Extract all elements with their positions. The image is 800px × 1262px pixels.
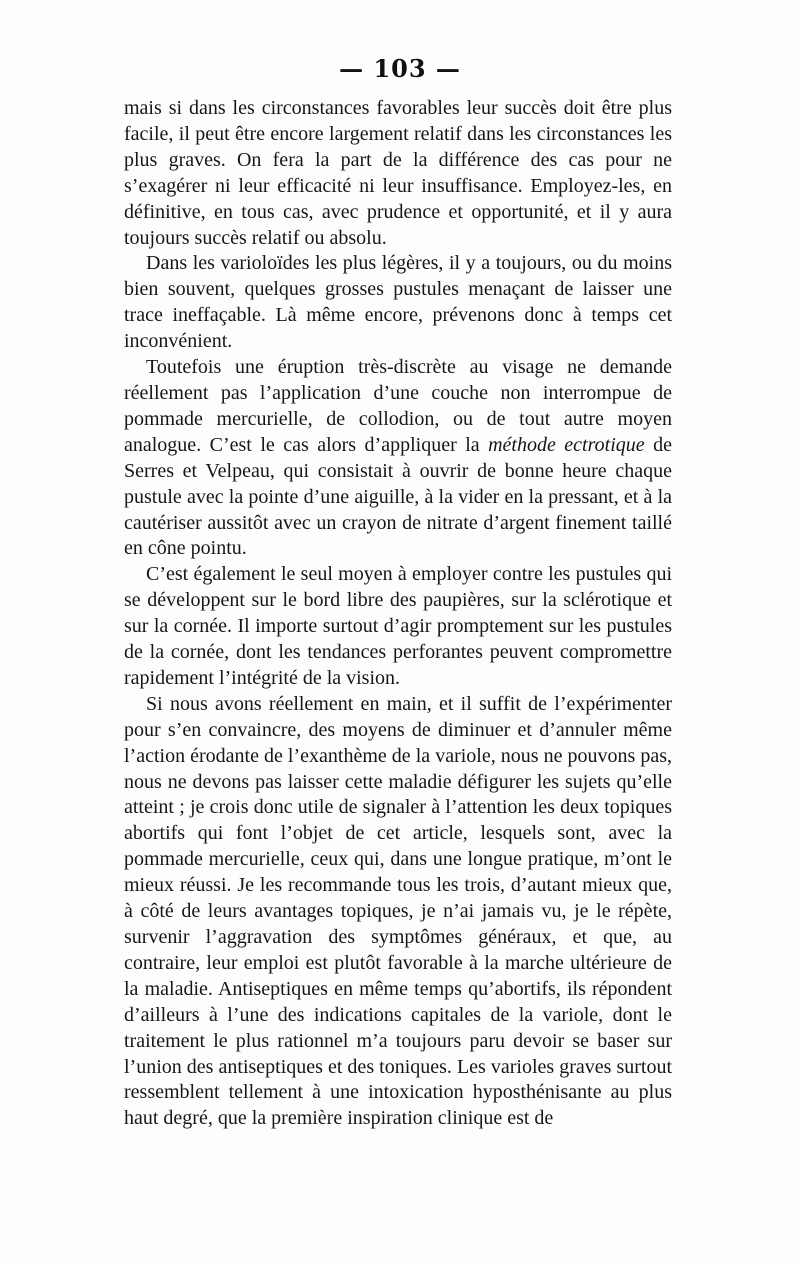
paragraph xyxy=(124,251,672,355)
paragraph xyxy=(124,355,672,562)
text-segment: Si nous avons réellement en main, et il suffit de l’expérimenter pour s’en convaincre, des moyens de diminuer et d’annuler même l’action érodante de l’exanthème de la variole, nous ne pouvons pas, nous ne devons pas laisser cette maladie défigurer les sujets qu’elle atteint ; je crois donc utile de signaler à l’attention les deux topiques abortifs qui font l’objet de cet article, lesquels sont, avec la pommade mercurielle, ceux qui, dans une longue pratique, m’ont le mieux réussi. Je les recommande tous les trois, d’autant mieux que, à côté de leurs avantages topiques, je n’ai jamais vu, je le répète, survenir l’aggravation des symptômes généraux, et que, au contraire, leur emploi est plutôt favorable à la marche ultérieure de la maladie. Antiseptiques en même temps qu’abortifs, ils répondent d’ailleurs à l’une des indications capitales de la variole, dont le traitement le plus rationnel m’a toujours paru devoir se baser sur l’union des antiseptiques et des toniques. Les varioles graves surtout ressemblent tellement à une intoxication hyposthénisante au plus haut degré, que la première inspiration clinique est de xyxy=(124,692,672,1130)
body-text xyxy=(124,96,672,1132)
text-segment: C’est également le seul moyen à employer contre les pustules qui se développent sur le bord libre des paupières, sur la sclérotique et sur la cornée. Il importe surtout d’agir promptement sur les pustules de la cornée, dont les tendances perforantes peuvent compromettre rapidement l’intégrité de la vision. xyxy=(124,563,672,689)
page-number-header: — 103 — xyxy=(339,54,461,83)
text-segment: Toutefois une éruption très-discrète au visage ne demande réellement pas l’application d’une couche non interrompue de pommade mercurielle, de collodion, ou de tout autre moyen analogue. C’est le cas alors d’appliquer la xyxy=(124,356,672,456)
text-segment: mais si dans les circonstances favorables leur succès doit être plus facile, il peut être encore largement relatif dans les circonstances les plus graves. On fera la part de la différence des cas pour ne s’exagérer ni leur efficacité ni leur insuffisance. Employez-les, en définitive, en tous cas, avec prudence et opportunité, et il y aura toujours succès relatif ou absolu. xyxy=(124,97,672,249)
paragraph xyxy=(124,96,672,251)
text-segment: Dans les varioloïdes les plus légères, il y a toujours, ou du moins bien souvent, quelques grosses pustules menaçant de laisser une trace ineffaçable. Là même encore, prévenons donc à temps cet inconvénient. xyxy=(124,252,672,353)
paragraph xyxy=(124,692,672,1132)
text-segment: de Serres et Velpeau, qui consistait à ouvrir de bonne heure chaque pustule avec la pointe d’une aiguille, à la vider en la pressant, et à la cautériser aussitôt avec un crayon de nitrate d’argent finement taillé en cône pointu. xyxy=(124,433,672,560)
italic-term: méthode ectrotique xyxy=(488,433,645,456)
paragraph xyxy=(124,562,672,692)
